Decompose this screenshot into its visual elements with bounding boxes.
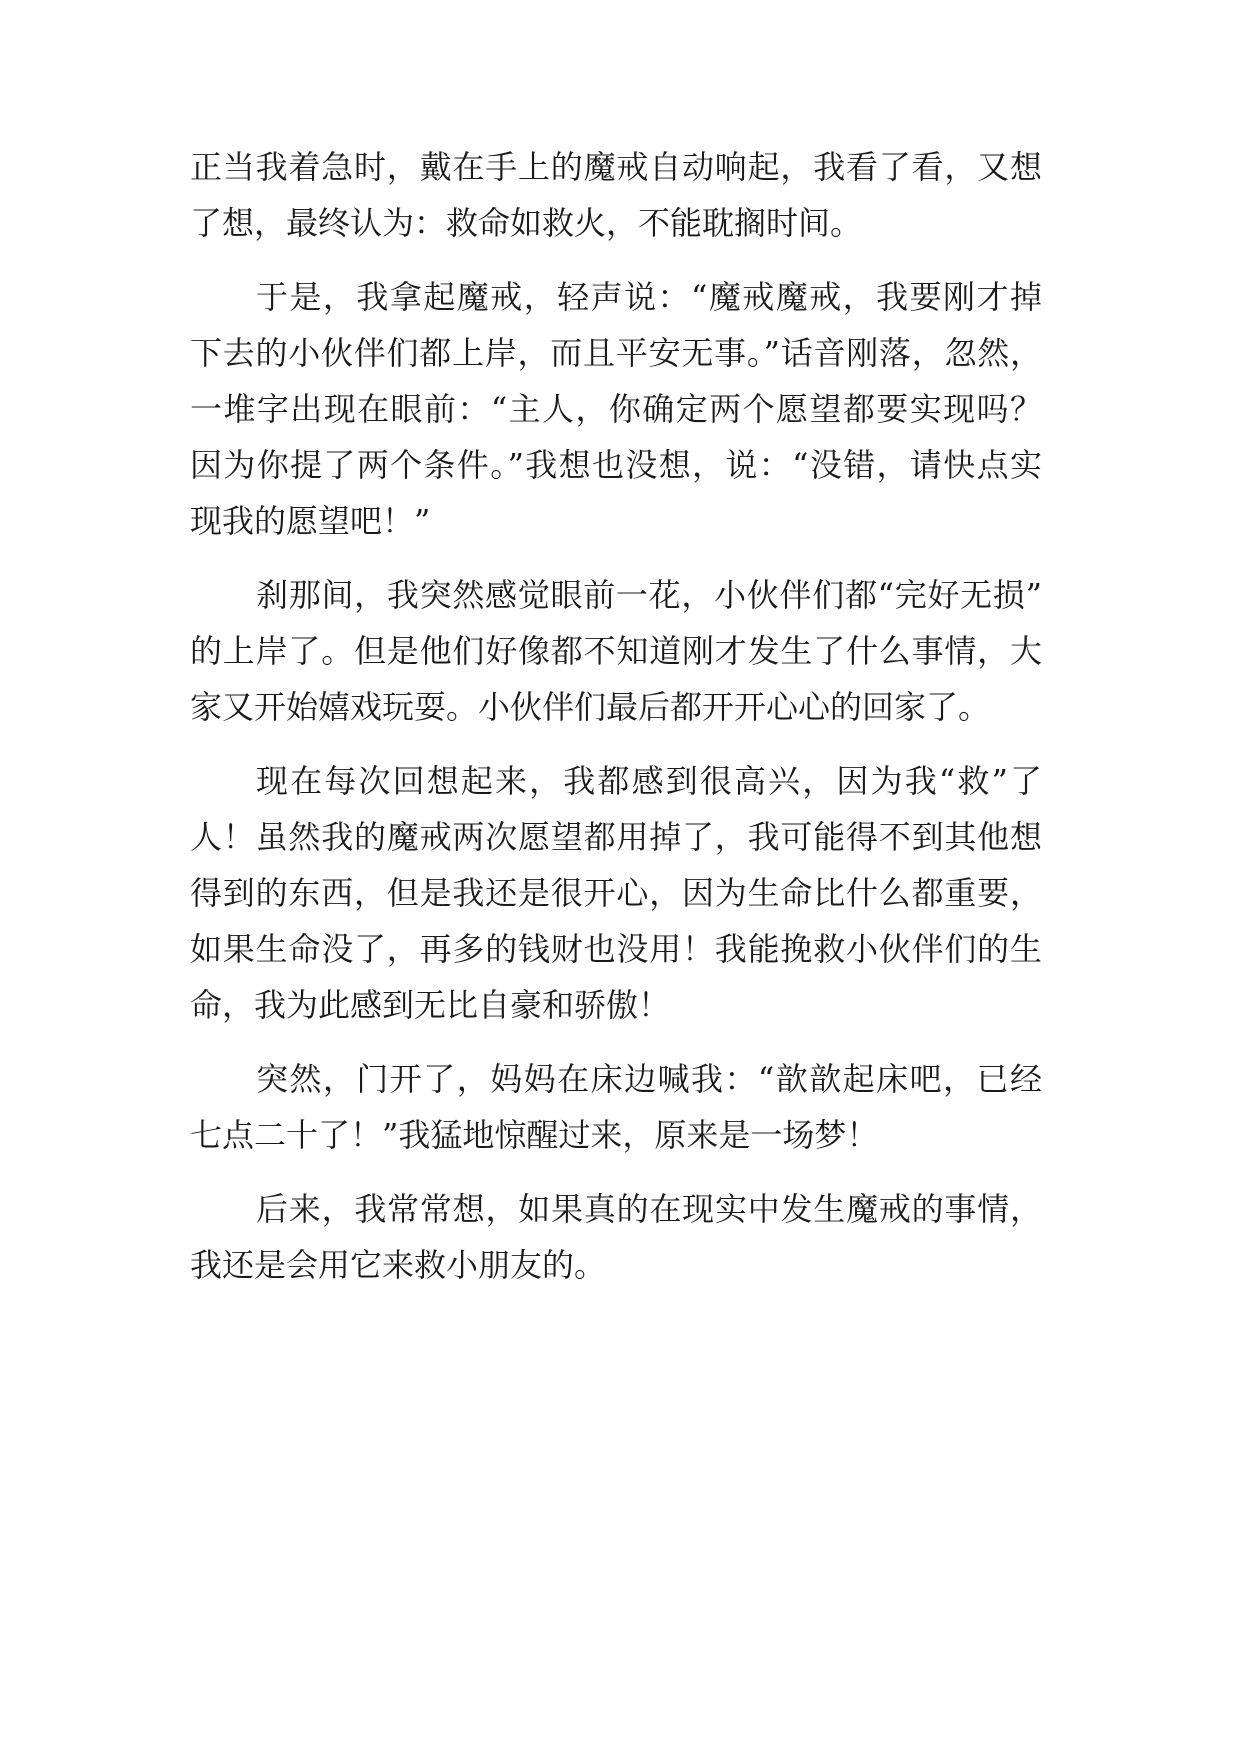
text-line: 后来，我常常想，如果真的在现实中发生魔戒的事情， [256,1190,1042,1228]
text-line: 命，我为此感到无比自豪和骄傲！ [190,986,671,1024]
text-line: 突然，门开了，妈妈在床边喊我：“歆歆起床吧，已经 [256,1060,1042,1098]
text-line: 人！虽然我的魔戒两次愿望都用掉了，我可能得不到其他想 [190,818,1042,856]
text-line: 刹那间，我突然感觉眼前一花，小伙伴们都“完好无损” [256,576,1042,614]
text-line: 如果生命没了，再多的钱财也没用！我能挽救小伙伴们的生 [190,930,1042,968]
text-line: 于是，我拿起魔戒，轻声说：“魔戒魔戒，我要刚才掉 [256,278,1042,316]
text-line: 我还是会用它来救小朋友的。 [190,1246,607,1284]
text-line: 正当我着急时，戴在手上的魔戒自动响起，我看了看，又想 [190,148,1042,186]
text-line: 现在每次回想起来，我都感到很高兴，因为我“救”了 [256,762,1042,800]
text-line: 的上岸了。但是他们好像都不知道刚才发生了什么事情，大 [190,632,1042,670]
text-line: 现我的愿望吧！” [190,502,431,540]
text-line: 因为你提了两个条件。”我想也没想，说：“没错，请快点实 [190,446,1042,484]
text-line: 了想，最终认为：救命如救火，不能耽搁时间。 [190,204,863,242]
text-line: 七点二十了！”我猛地惊醒过来，原来是一场梦！ [190,1116,879,1154]
text-line: 下去的小伙伴们都上岸，而且平安无事。”话音刚落，忽然， [190,334,1042,372]
text-line: 一堆字出现在眼前：“主人，你确定两个愿望都要实现吗？ [190,390,1042,428]
text-line: 得到的东西，但是我还是很开心，因为生命比什么都重要， [190,874,1042,912]
text-line: 家又开始嬉戏玩耍。小伙伴们最后都开开心心的回家了。 [190,688,991,726]
